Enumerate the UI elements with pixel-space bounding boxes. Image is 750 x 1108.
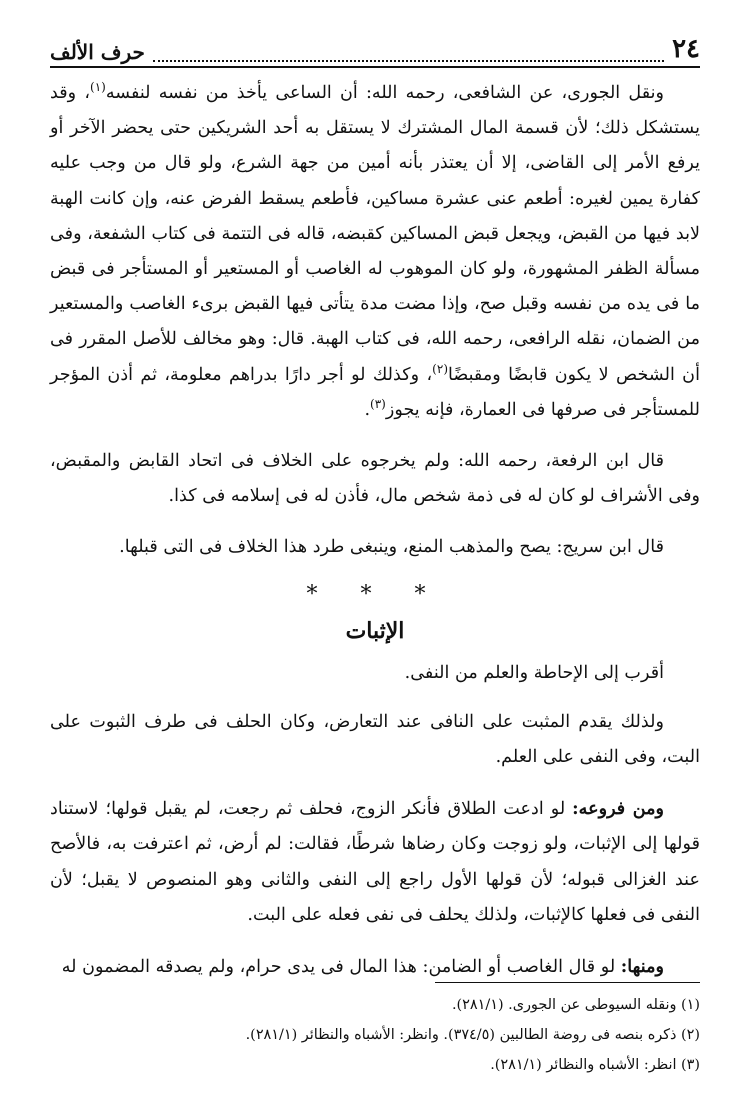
paragraph-1-part-b: ، وقد يستشكل ذلك؛ لأن قسمة المال المشترك لا يستقل به أحد الشريكين حتى يحضر الآخر أو يرفع الأمر إلى القاضى، إلا أن يعتذر بأنه أمين من جهة الشرع، ولو قال من وجب عليه كفارة يمين لغيره: أطعم عنى عشرة مساكين، فأطعم يسقط الفرض عنه، وإن كانت الهبة لابد فيها من القبض، ويجعل قبض المساكين كقبضه، قاله فى التتمة فى كتاب الشفعة، وفى مسألة الظفر المشهورة، ولو كان الموهوب له الغاصب أو المستعير أو المستأجر فى قبض ما فى يده من نفسه وقبل صح، وإذا مضت مدة يتأتى فيها القبض برىء الغاصب والمستعير من الضمان، نقله الرافعى، رحمه الله، فى كتاب الهبة. قال: وهو مخالف للأصل المقرر فى أن الشخص لا يكون قابضًا ومقبضًا — [50, 83, 700, 385]
footnote-1: (١) ونقله السيوطى عن الجورى. (٢٨١/١). — [451, 997, 700, 1013]
footnote-ref-3[interactable]: (٣) — [370, 396, 386, 411]
footnote-2: (٢) ذكره بنصه فى روضة الطالبين (٣٧٤/٥). وانظر: الأشباه والنظائر (٢٨١/١). — [245, 1027, 700, 1043]
footnote-separator — [435, 982, 700, 983]
footnote-ref-2[interactable]: (٢) — [432, 361, 448, 376]
section-heading: الإثبات — [345, 617, 405, 644]
header-dotted-leader — [153, 50, 664, 62]
chapter-title: حرف الألف — [50, 40, 145, 64]
footnotes — [50, 990, 700, 1080]
paragraph-2: قال ابن الرفعة، رحمه الله: ولم يخرجوه على الخلاف فى اتحاد القابض والمقبض، وفى الأشراف لو كان له فى ذمة شخص مال، فأذن له فى إسلامه فى كذا. — [50, 451, 700, 507]
paragraph-5: ولذلك يقدم المثبت على النافى عند التعارض، وكان الحلف فى طرف الثبوت على البت، وفى النفى على العلم. — [50, 711, 700, 768]
main-text — [50, 76, 700, 1001]
paragraph-1 — [50, 76, 700, 428]
paragraph-6 — [50, 791, 700, 933]
section-separator: * * * — [306, 581, 444, 607]
paragraph-4: أقرب إلى الإحاطة والعلم من النفى. — [404, 662, 664, 683]
paragraph-6-lead: ومن فروعه: — [572, 798, 665, 820]
page-number: ٢٤ — [672, 34, 700, 64]
paragraph-1-part-a: ونقل الجورى، عن الشافعى، رحمه الله: أن الساعى يأخذ من نفسه لنفسه — [105, 83, 664, 103]
footnote-3: (٣) انظر: الأشباه والنظائر (٢٨١/١). — [490, 1057, 700, 1073]
paragraph-1-part-c: ، وكذلك لو أجر دارًا بدراهم معلومة، ثم أذن المؤجر للمستأجر فى صرفها فى العمارة، فإنه يجوز — [50, 364, 700, 420]
paragraph-7-text: لو قال الغاصب أو الضامن: هذا المال فى يدى حرام، ولم يصدقه المضمون له — [61, 957, 621, 978]
footnote-ref-1[interactable]: (١) — [90, 80, 106, 95]
paragraph-1-part-d: . — [364, 399, 371, 420]
paragraph-6-text: لو ادعت الطلاق فأنكر الزوج، فحلف ثم رجعت، لم يقبل قولها؛ لاستناد قولها إلى الإثبات، ولو زوجت وكان رضاها شرطًا، فقالت: لم أرض، ثم اعترفت به، فالأصح عند الغزالى قبوله؛ لأن قولها الأول راجع إلى النفى والثانى وهو المنصوص لا يقبل؛ لأن النفى فى فعلها كالإثبات، ولذلك يحلف فى نفى فعله على البت. — [50, 799, 700, 925]
page-header — [50, 34, 700, 68]
paragraph-7 — [50, 949, 700, 985]
paragraph-7-lead: ومنها: — [620, 956, 664, 978]
paragraph-3: قال ابن سريج: يصح والمذهب المنع، وينبغى طرد هذا الخلاف فى التى قبلها. — [119, 537, 664, 558]
